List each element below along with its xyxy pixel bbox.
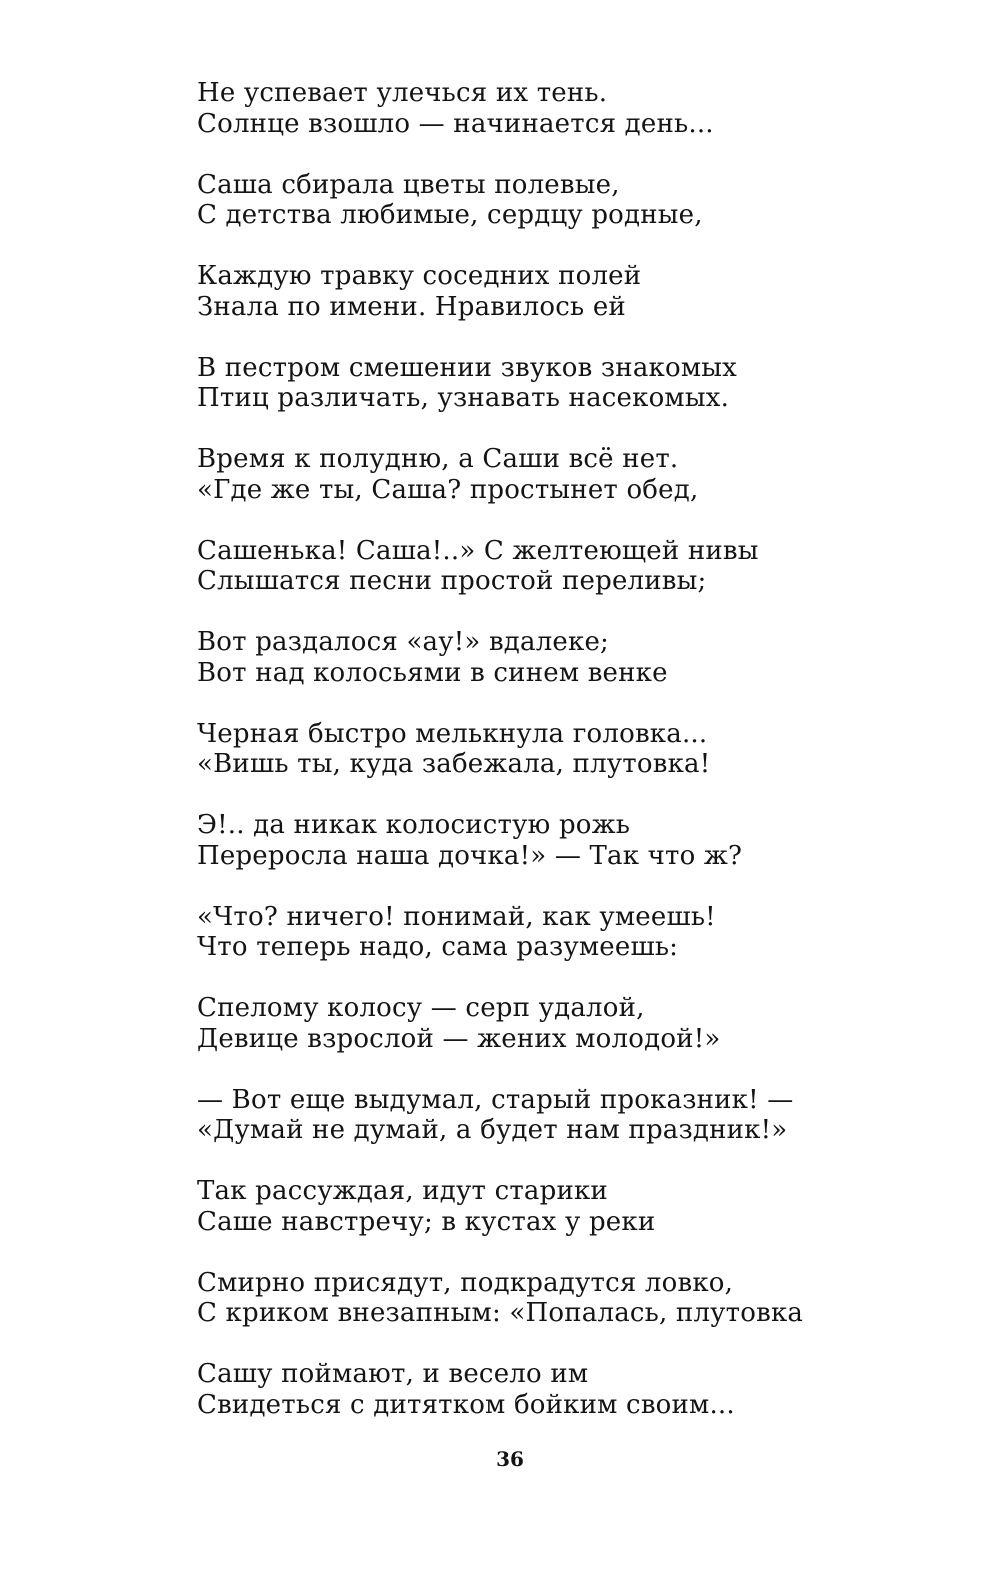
poem-line: Саша сбирала цветы полевые, [197, 169, 620, 200]
stanza [197, 627, 977, 688]
poem-line: — Вот еще выдумал, старый проказник! — [197, 1084, 794, 1115]
poem-line: Черная быстро мелькнула головка... [197, 718, 708, 749]
stanza [197, 78, 977, 139]
poem-line: «Думай не думай, а будет нам праздник!» [197, 1115, 788, 1145]
poem-line: Переросла наша дочка!» — Так что ж? [197, 840, 743, 871]
stanza [197, 993, 977, 1054]
poem-line: «Где же ты, Саша? простынет обед, [197, 474, 699, 505]
poem-line: Не успевает улечься их тень. [197, 78, 608, 108]
stanza [197, 719, 977, 780]
poem-line: «Вишь ты, куда забежала, плутовка! [197, 749, 711, 779]
page-number: 36 [496, 1447, 524, 1471]
poem-line: Свидеться с дитятком бойким своим... [197, 1389, 735, 1420]
stanza [197, 1359, 977, 1420]
poem-line: «Что? ничего! понимай, как умеешь! [197, 901, 716, 932]
poem-line: Каждую травку соседних полей [197, 261, 642, 291]
poem-line: Э!.. да никак колосистую рожь [197, 810, 631, 840]
stanza [197, 444, 977, 505]
poem-line: Время к полудню, а Саши всё нет. [197, 444, 679, 474]
stanza [197, 1176, 977, 1237]
stanza [197, 536, 977, 597]
poem-line: С детства любимые, сердцу родные, [197, 200, 703, 230]
stanza [197, 810, 977, 871]
poem-line: Сашу поймают, и весело им [197, 1359, 589, 1389]
poem-line: Знала по имени. Нравилось ей [197, 291, 626, 322]
poem-line: Слышатся песни простой переливы; [197, 566, 707, 596]
stanza [197, 1085, 977, 1146]
poem-text [197, 78, 977, 1451]
stanza [197, 261, 977, 322]
stanza [197, 353, 977, 414]
poem-line: Саше навстречу; в кустах у реки [197, 1206, 656, 1237]
poem-line: Вот раздалося «ау!» вдалеке; [197, 627, 610, 657]
stanza [197, 902, 977, 963]
poem-line: Смирно присядут, подкрадутся ловко, [197, 1267, 734, 1298]
stanza [197, 170, 977, 231]
poem-line: Что теперь надо, сама разумеешь: [197, 932, 679, 962]
stanza [197, 1268, 977, 1329]
poem-line: Спелому колосу — серп удалой, [197, 993, 645, 1023]
poem-line: Девице взрослой — жених молодой!» [197, 1023, 721, 1054]
poem-line: Так рассуждая, идут старики [197, 1176, 608, 1206]
poem-line: Вот над колосьями в синем венке [197, 657, 668, 688]
poem-line: В пестром смешении звуков знакомых [197, 352, 738, 383]
poem-line: Солнце взошло — начинается день... [197, 108, 714, 139]
poem-line: Сашенька! Саша!..» С желтеющей нивы [197, 535, 759, 566]
poem-line: Птиц различать, узнавать насекомых. [197, 383, 730, 413]
poem-line: С криком внезапным: «Попалась, плутовка [197, 1298, 804, 1328]
